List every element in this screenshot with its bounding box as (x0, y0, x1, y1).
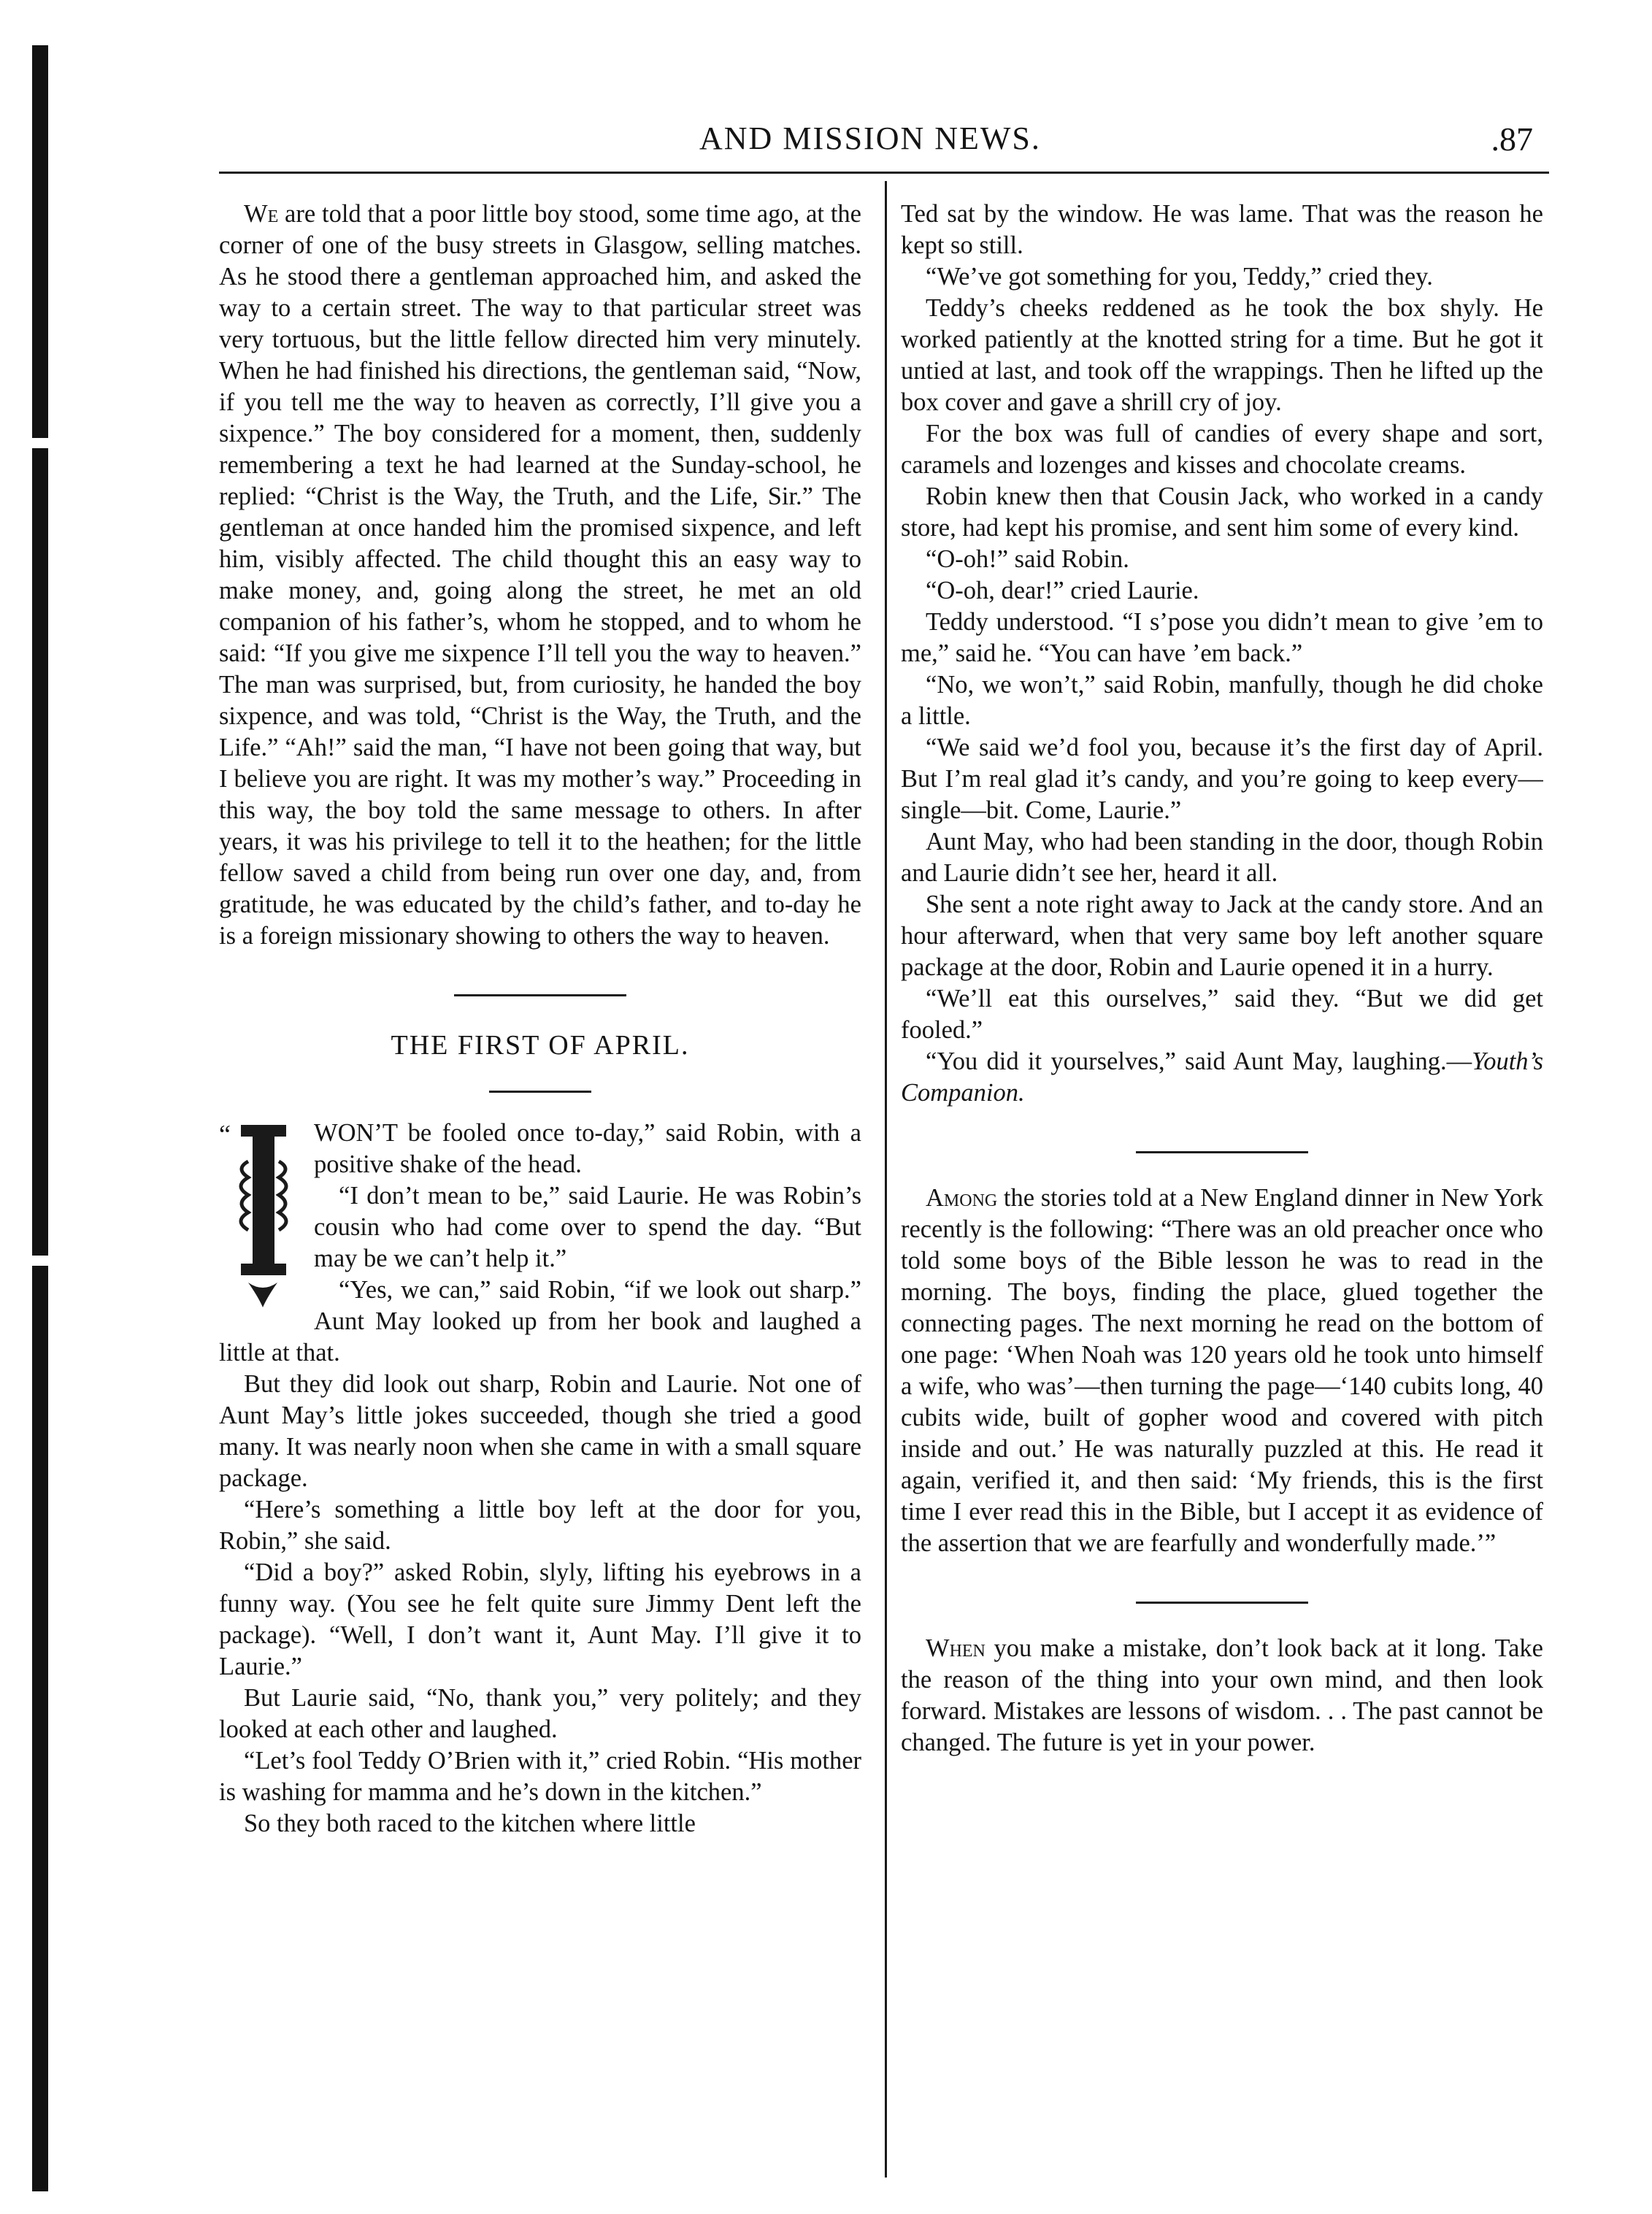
glasgow-story-paragraph (219, 199, 861, 952)
lead-word: We (244, 200, 279, 228)
drop-cap-quote: “ (219, 1120, 231, 1149)
story-paragraph: Teddy understood. “I s’pose you didn’t mean to give ’em to me,” said he. “You can have ’em back.” (901, 608, 1543, 667)
mistakes-paragraph (901, 1633, 1543, 1758)
story-paragraph: “O-oh!” said Robin. (926, 545, 1129, 573)
closing-text: “You did it yourselves,” said Aunt May, laughing.— (926, 1048, 1472, 1075)
story-paragraph: “We’ve got something for you, Teddy,” cried they. (926, 263, 1433, 291)
story-paragraph: “I don’t mean to be,” said Laurie. He was Robin’s cousin who had come over to spend the day. “But may be we can’t help it.” (314, 1182, 861, 1272)
story-paragraph: Ted sat by the window. He was lame. That was the reason he kept so still. (901, 200, 1543, 259)
story-paragraph: She sent a note right away to Jack at the candy store. And an hour afterward, when that very same boy left another square package at the door, Robin and Laurie opened it in a hurry. (901, 891, 1543, 981)
story-paragraph: “Let’s fool Teddy O’Brien with it,” cried Robin. “His mother is washing for mamma and he’s down in the kitchen.” (219, 1747, 861, 1806)
running-title: AND MISSION NEWS. (699, 120, 1041, 156)
story-opening (219, 1118, 861, 1275)
story-paragraph: So they both raced to the kitchen where little (244, 1810, 696, 1837)
page-binding-edge (32, 45, 48, 2191)
story-paragraph: But Laurie said, “No, thank you,” very politely; and they looked at each other and laughed. (219, 1684, 861, 1743)
story-paragraph: “We said we’d fool you, because it’s the first day of April. But I’m real glad it’s candy, and you’re going to keep every—single—bit. Come, Laurie.” (901, 734, 1543, 824)
story-paragraph: Teddy’s cheeks reddened as he took the box shyly. He worked patiently at the knotted string for a time. But he got it untied at last, and took off the wrappings. Then he lifted up the box cover and gave a shrill cry of joy. (901, 294, 1543, 416)
column-divider (885, 181, 887, 2178)
story-paragraph: But they did look out sharp, Robin and Laurie. Not one of Aunt May’s little jokes succeeded, though she tried a good many. It was nearly noon when she came in with a small square package. (219, 1370, 861, 1492)
header-rule (219, 172, 1549, 174)
lead-word: Among (926, 1184, 998, 1212)
story-paragraph: “Here’s something a little boy left at the door for you, Robin,” she said. (219, 1496, 861, 1555)
story-first-paragraph: WON’T be fooled once to-day,” said Robin, with a positive shake of the head. (314, 1119, 861, 1178)
source-credit: Youth’s Companion. (901, 1048, 1543, 1107)
story-heading: THE FIRST OF APRIL. (391, 1030, 690, 1061)
story-paragraph: “Did a boy?” asked Robin, slyly, lifting his eyebrows in a funny way. (You see he felt quite sure Jimmy Dent left the package). “Well, I don’t want it, Aunt May. I’ll give it to Laurie.” (219, 1558, 861, 1680)
noah-story-paragraph (901, 1183, 1543, 1559)
ornamental-i-icon (219, 1118, 307, 1315)
binding-notch (29, 438, 51, 448)
right-column (901, 199, 1543, 2169)
binding-notch (29, 1256, 51, 1266)
story-paragraph: Robin knew then that Cousin Jack, who worked in a candy store, had kept his promise, and sent him some of every kind. (901, 483, 1543, 542)
story-paragraph: “We’ll eat this ourselves,” said they. “But we did get fooled.” (901, 985, 1543, 1044)
story-paragraph: “No, we won’t,” said Robin, manfully, though he did choke a little. (901, 671, 1543, 730)
running-header (219, 108, 1548, 159)
story-paragraph: “Yes, we can,” said Robin, “if we look out sharp.” Aunt May looked up from her book and laughed a little at that. (219, 1276, 861, 1367)
story-closing-paragraph (901, 1046, 1543, 1109)
paragraph-text: the stories told at a New England dinner in New York recently is the following: “There was an old preacher once who told some boys of the Bible lesson he was to read in the morning. The boys, finding the place, glued together the connecting pages. The next morning he read on the bottom of one page: ‘When Noah was 120 years old he took unto himself a wife, who was’—then turning the page—‘140 cubits long, 40 cubits wide, built of gopher wood and covered with pitch inside and out.’ He was naturally puzzled at this. He read it again, verified it, and then said: ‘My friends, this is the first time I ever read this in the Bible, but I accept it as evidence of the assertion that we are fearfully and wonderfully made.’” (901, 1184, 1543, 1557)
heading-underline (489, 1091, 591, 1093)
drop-cap-i (219, 1118, 307, 1315)
section-divider (454, 994, 626, 996)
story-paragraph: “O-oh, dear!” cried Laurie. (926, 577, 1199, 604)
story-paragraph: For the box was full of candies of every shape and sort, caramels and lozenges and kisses and chocolate creams. (901, 420, 1543, 479)
left-column (219, 199, 861, 2169)
page-number: .87 (1491, 120, 1533, 158)
lead-word: When (926, 1634, 986, 1662)
story-paragraph: Aunt May, who had been standing in the door, though Robin and Laurie didn’t see her, heard it all. (901, 828, 1543, 887)
paragraph-text: you make a mistake, don’t look back at it long. Take the reason of the thing into your own mind, and then look forward. Mistakes are lessons of wisdom. . . The past cannot be changed. The future is yet in your power. (901, 1634, 1543, 1756)
paragraph-text: are told that a poor little boy stood, some time ago, at the corner of one of the busy streets in Glasgow, selling matches. As he stood there a gentleman approached him, and asked the way to a certain street. The way to that particular street was very tortuous, but the little fellow directed him very minutely. When he had finished his directions, the gentleman said, “Now, if you tell me the way to heaven as correctly, I’ll give you a sixpence.” The boy considered for a moment, then, suddenly remembering a text he had learned at the Sunday-school, he replied: “Christ is the Way, the Truth, and the Life, Sir.” The gentleman at once handed him the promised sixpence, and left him, visibly affected. The child thought this an easy way to make money, and, going along the street, he met an old companion of his father’s, whom he stopped, and to whom he said: “If you give me sixpence I’ll tell you the way to heaven.” The man was surprised, but, from curiosity, he handed the boy sixpence, and was told, “Christ is the Way, the Truth, and the Life.” “Ah!” said the man, “I have not been going that way, but I believe you are right. It was my mother’s way.” Proceeding in this way, the boy told the same message to others. In after years, it was his privilege to tell it to the heathen; for the little fellow saved a child from being run over one day, and, from gratitude, he was educated by the child’s father, and to-day he is a foreign missionary showing to others the way to heaven. (219, 200, 861, 950)
